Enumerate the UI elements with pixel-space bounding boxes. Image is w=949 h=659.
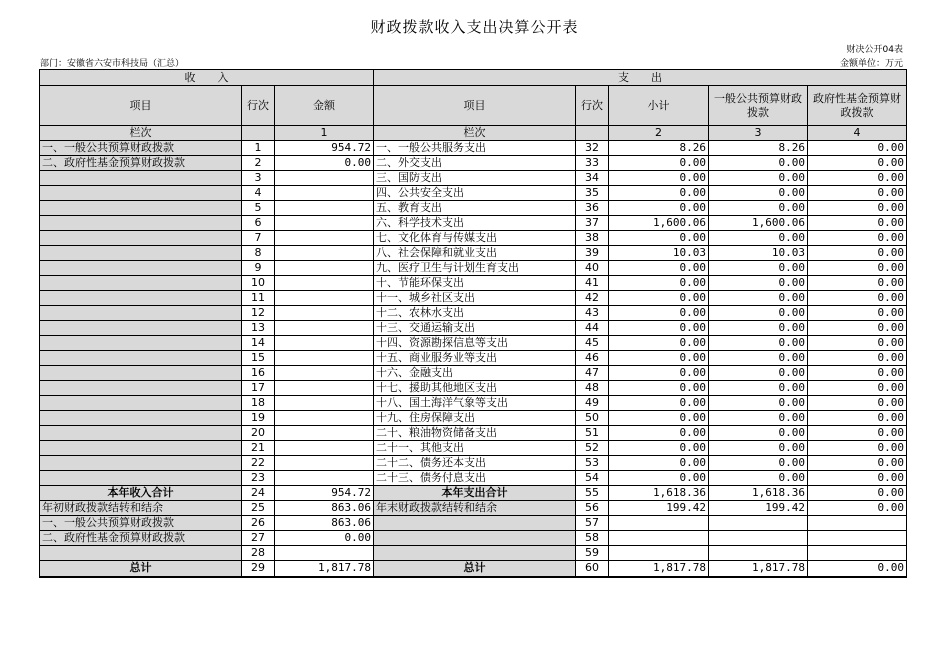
expense-general-budget: 0.00	[709, 291, 808, 306]
table-row	[40, 216, 907, 231]
table-row	[40, 531, 907, 546]
table-row	[40, 231, 907, 246]
income-item	[40, 441, 242, 456]
col-amount: 金额	[275, 86, 374, 126]
expense-subtotal: 0.00	[609, 441, 709, 456]
income-row-no: 26	[242, 516, 275, 531]
expense-gov-fund: 0.00	[808, 141, 907, 156]
income-amount: 954.72	[275, 486, 374, 501]
expense-subtotal: 0.00	[609, 456, 709, 471]
expense-subtotal: 0.00	[609, 156, 709, 171]
income-row-no: 3	[242, 171, 275, 186]
expense-gov-fund: 0.00	[808, 501, 907, 516]
income-item	[40, 351, 242, 366]
income-amount	[275, 291, 374, 306]
income-item	[40, 336, 242, 351]
income-row-no: 10	[242, 276, 275, 291]
income-amount: 1,817.78	[275, 561, 374, 577]
page-title: 财政拨款收入支出决算公开表	[370, 18, 579, 36]
expense-row-no: 54	[576, 471, 609, 486]
total-row	[40, 561, 907, 577]
expense-gov-fund: 0.00	[808, 456, 907, 471]
table-row	[40, 291, 907, 306]
expense-row-no: 38	[576, 231, 609, 246]
table-row	[40, 321, 907, 336]
expense-item: 二十三、债务付息支出	[374, 471, 576, 486]
expense-row-no: 32	[576, 141, 609, 156]
table-row	[40, 276, 907, 291]
expense-general-budget: 0.00	[709, 336, 808, 351]
income-item: 本年收入合计	[40, 486, 242, 501]
expense-row-no: 36	[576, 201, 609, 216]
expense-item: 本年支出合计	[374, 486, 576, 501]
expense-row-no: 35	[576, 186, 609, 201]
col-number-4: 4	[808, 126, 907, 141]
expense-general-budget: 0.00	[709, 306, 808, 321]
income-item	[40, 321, 242, 336]
expense-row-no: 39	[576, 246, 609, 261]
income-amount	[275, 186, 374, 201]
expense-row-no: 55	[576, 486, 609, 501]
col-label-blank	[576, 126, 609, 141]
col-gov-fund: 政府性基金预算财政拨款	[808, 86, 907, 126]
expense-gov-fund: 0.00	[808, 201, 907, 216]
expense-gov-fund: 0.00	[808, 411, 907, 426]
expense-subtotal: 0.00	[609, 276, 709, 291]
expense-subtotal: 0.00	[609, 381, 709, 396]
income-amount	[275, 441, 374, 456]
expense-row-no: 37	[576, 216, 609, 231]
expense-general-budget: 0.00	[709, 351, 808, 366]
income-row-no: 16	[242, 366, 275, 381]
income-amount	[275, 276, 374, 291]
income-item	[40, 186, 242, 201]
expense-general-budget: 8.26	[709, 141, 808, 156]
expense-item: 十九、住房保障支出	[374, 411, 576, 426]
expense-subtotal: 0.00	[609, 336, 709, 351]
income-row-no: 23	[242, 471, 275, 486]
expense-row-no: 53	[576, 456, 609, 471]
col-label-income: 栏次	[40, 126, 242, 141]
expense-item: 三、国防支出	[374, 171, 576, 186]
expense-gov-fund: 0.00	[808, 426, 907, 441]
income-row-no: 24	[242, 486, 275, 501]
income-item	[40, 411, 242, 426]
expense-gov-fund: 0.00	[808, 471, 907, 486]
table-row	[40, 186, 907, 201]
expense-row-no: 40	[576, 261, 609, 276]
expense-gov-fund: 0.00	[808, 216, 907, 231]
expense-gov-fund: 0.00	[808, 321, 907, 336]
income-item	[40, 306, 242, 321]
expense-gov-fund	[808, 516, 907, 531]
expense-subtotal: 8.26	[609, 141, 709, 156]
expense-gov-fund: 0.00	[808, 396, 907, 411]
expense-gov-fund	[808, 531, 907, 546]
expense-subtotal: 0.00	[609, 351, 709, 366]
expense-row-no: 41	[576, 276, 609, 291]
expense-item: 二、外交支出	[374, 156, 576, 171]
expense-item: 五、教育支出	[374, 201, 576, 216]
expense-row-no: 42	[576, 291, 609, 306]
income-item	[40, 396, 242, 411]
income-item	[40, 381, 242, 396]
expense-general-budget: 0.00	[709, 276, 808, 291]
expense-subtotal: 0.00	[609, 171, 709, 186]
expense-item	[374, 546, 576, 561]
income-item	[40, 291, 242, 306]
income-amount	[275, 381, 374, 396]
table-row	[40, 261, 907, 276]
income-row-no: 22	[242, 456, 275, 471]
col-subtotal: 小计	[609, 86, 709, 126]
table-row	[40, 141, 907, 156]
form-code: 财决公开04表	[846, 45, 903, 55]
expense-row-no: 60	[576, 561, 609, 577]
expense-gov-fund: 0.00	[808, 366, 907, 381]
expense-general-budget: 1,817.78	[709, 561, 808, 577]
expense-item: 九、医疗卫生与计划生育支出	[374, 261, 576, 276]
expense-subtotal: 1,817.78	[609, 561, 709, 577]
income-item	[40, 171, 242, 186]
income-amount	[275, 366, 374, 381]
table-row	[40, 441, 907, 456]
col-label-expense: 栏次	[374, 126, 576, 141]
income-amount	[275, 171, 374, 186]
expense-item: 十二、农林水支出	[374, 306, 576, 321]
income-header: 收 入	[40, 70, 374, 86]
expense-gov-fund: 0.00	[808, 351, 907, 366]
expense-general-budget: 0.00	[709, 411, 808, 426]
income-item	[40, 201, 242, 216]
income-item: 年初财政拨款结转和结余	[40, 501, 242, 516]
col-number-3: 3	[709, 126, 808, 141]
table-row	[40, 411, 907, 426]
department-label: 部门：安徽省六安市科技局（汇总）	[40, 59, 185, 69]
expense-subtotal: 199.42	[609, 501, 709, 516]
expense-general-budget: 0.00	[709, 261, 808, 276]
table-row	[40, 306, 907, 321]
expense-general-budget: 0.00	[709, 396, 808, 411]
expense-general-budget: 0.00	[709, 186, 808, 201]
expense-item: 十四、资源勘探信息等支出	[374, 336, 576, 351]
expense-general-budget	[709, 546, 808, 561]
table-row	[40, 246, 907, 261]
col-rowno-expense: 行次	[576, 86, 609, 126]
expense-subtotal: 0.00	[609, 291, 709, 306]
income-amount	[275, 336, 374, 351]
income-item	[40, 276, 242, 291]
expense-item: 年末财政拨款结转和结余	[374, 501, 576, 516]
expense-subtotal	[609, 516, 709, 531]
income-amount	[275, 351, 374, 366]
expense-subtotal: 0.00	[609, 306, 709, 321]
expense-general-budget: 0.00	[709, 426, 808, 441]
income-amount: 954.72	[275, 141, 374, 156]
expense-item: 十三、交通运输支出	[374, 321, 576, 336]
expense-row-no: 47	[576, 366, 609, 381]
expense-general-budget: 1,600.06	[709, 216, 808, 231]
table-row	[40, 471, 907, 486]
expense-general-budget: 0.00	[709, 366, 808, 381]
col-item-expense: 项目	[374, 86, 576, 126]
income-row-no: 7	[242, 231, 275, 246]
table-row	[40, 156, 907, 171]
expense-general-budget: 10.03	[709, 246, 808, 261]
expense-general-budget: 0.00	[709, 441, 808, 456]
income-item: 一、一般公共预算财政拨款	[40, 516, 242, 531]
expense-subtotal: 0.00	[609, 426, 709, 441]
income-item: 二、政府性基金预算财政拨款	[40, 531, 242, 546]
expense-item: 一、一般公共服务支出	[374, 141, 576, 156]
expense-general-budget: 0.00	[709, 201, 808, 216]
table-row	[40, 171, 907, 186]
income-row-no: 21	[242, 441, 275, 456]
income-item	[40, 231, 242, 246]
income-item	[40, 366, 242, 381]
income-row-no: 19	[242, 411, 275, 426]
expense-item: 二十、粮油物资储备支出	[374, 426, 576, 441]
expense-subtotal: 0.00	[609, 201, 709, 216]
table-row	[40, 201, 907, 216]
expense-gov-fund: 0.00	[808, 231, 907, 246]
expense-subtotal: 0.00	[609, 186, 709, 201]
expense-general-budget	[709, 516, 808, 531]
col-number-2: 2	[609, 126, 709, 141]
unit-label: 金额单位：万元	[839, 59, 903, 69]
expense-row-no: 52	[576, 441, 609, 456]
income-row-no: 12	[242, 306, 275, 321]
income-row-no: 11	[242, 291, 275, 306]
expense-item: 四、公共安全支出	[374, 186, 576, 201]
expense-item: 七、文化体育与传媒支出	[374, 231, 576, 246]
income-row-no: 15	[242, 351, 275, 366]
income-row-no: 27	[242, 531, 275, 546]
income-amount	[275, 321, 374, 336]
expense-item	[374, 531, 576, 546]
table-row	[40, 351, 907, 366]
income-row-no: 29	[242, 561, 275, 577]
income-amount: 0.00	[275, 156, 374, 171]
income-row-no: 1	[242, 141, 275, 156]
expense-header: 支 出	[374, 70, 907, 86]
expense-row-no: 58	[576, 531, 609, 546]
income-item: 二、政府性基金预算财政拨款	[40, 156, 242, 171]
income-amount: 863.06	[275, 501, 374, 516]
income-amount	[275, 216, 374, 231]
income-item: 总计	[40, 561, 242, 577]
expense-subtotal: 0.00	[609, 366, 709, 381]
expense-gov-fund: 0.00	[808, 306, 907, 321]
expense-gov-fund: 0.00	[808, 261, 907, 276]
expense-gov-fund: 0.00	[808, 291, 907, 306]
expense-general-budget: 0.00	[709, 471, 808, 486]
expense-general-budget: 0.00	[709, 156, 808, 171]
table-row	[40, 366, 907, 381]
expense-subtotal: 0.00	[609, 411, 709, 426]
income-amount	[275, 456, 374, 471]
income-amount: 863.06	[275, 516, 374, 531]
expense-subtotal	[609, 531, 709, 546]
expense-general-budget: 0.00	[709, 381, 808, 396]
income-row-no: 2	[242, 156, 275, 171]
expense-gov-fund: 0.00	[808, 381, 907, 396]
table-row	[40, 381, 907, 396]
expense-row-no: 50	[576, 411, 609, 426]
budget-table	[39, 69, 907, 578]
expense-gov-fund: 0.00	[808, 156, 907, 171]
expense-item: 十六、金融支出	[374, 366, 576, 381]
income-item	[40, 246, 242, 261]
expense-item: 八、社会保障和就业支出	[374, 246, 576, 261]
income-amount	[275, 546, 374, 561]
expense-item: 十、节能环保支出	[374, 276, 576, 291]
expense-gov-fund: 0.00	[808, 246, 907, 261]
income-row-no: 14	[242, 336, 275, 351]
table-row	[40, 486, 907, 501]
expense-subtotal: 10.03	[609, 246, 709, 261]
income-item: 一、一般公共预算财政拨款	[40, 141, 242, 156]
expense-item: 二十一、其他支出	[374, 441, 576, 456]
expense-row-no: 59	[576, 546, 609, 561]
expense-item: 六、科学技术支出	[374, 216, 576, 231]
income-row-no: 17	[242, 381, 275, 396]
expense-item: 十一、城乡社区支出	[374, 291, 576, 306]
expense-row-no: 57	[576, 516, 609, 531]
income-row-no: 25	[242, 501, 275, 516]
income-amount	[275, 246, 374, 261]
expense-general-budget: 0.00	[709, 171, 808, 186]
expense-row-no: 49	[576, 396, 609, 411]
expense-item: 总计	[374, 561, 576, 577]
income-item	[40, 261, 242, 276]
table-row	[40, 456, 907, 471]
expense-gov-fund	[808, 546, 907, 561]
income-item	[40, 456, 242, 471]
expense-gov-fund: 0.00	[808, 186, 907, 201]
income-item	[40, 471, 242, 486]
expense-subtotal: 0.00	[609, 261, 709, 276]
income-item	[40, 426, 242, 441]
expense-item: 二十二、债务还本支出	[374, 456, 576, 471]
expense-general-budget: 0.00	[709, 456, 808, 471]
income-amount	[275, 426, 374, 441]
table-row	[40, 426, 907, 441]
table-row	[40, 546, 907, 561]
col-general-budget: 一般公共预算财政拨款	[709, 86, 808, 126]
expense-gov-fund: 0.00	[808, 441, 907, 456]
income-row-no: 28	[242, 546, 275, 561]
income-item	[40, 546, 242, 561]
expense-general-budget: 0.00	[709, 321, 808, 336]
expense-gov-fund: 0.00	[808, 336, 907, 351]
income-amount	[275, 201, 374, 216]
income-amount	[275, 471, 374, 486]
income-row-no: 9	[242, 261, 275, 276]
expense-row-no: 44	[576, 321, 609, 336]
expense-row-no: 51	[576, 426, 609, 441]
expense-subtotal: 1,618.36	[609, 486, 709, 501]
expense-general-budget: 199.42	[709, 501, 808, 516]
expense-gov-fund: 0.00	[808, 171, 907, 186]
income-row-no: 20	[242, 426, 275, 441]
col-item-income: 项目	[40, 86, 242, 126]
expense-row-no: 46	[576, 351, 609, 366]
expense-row-no: 45	[576, 336, 609, 351]
col-label-blank	[242, 126, 275, 141]
income-item	[40, 216, 242, 231]
income-row-no: 6	[242, 216, 275, 231]
table-row	[40, 516, 907, 531]
income-amount	[275, 231, 374, 246]
income-amount: 0.00	[275, 531, 374, 546]
expense-row-no: 48	[576, 381, 609, 396]
expense-item: 十七、援助其他地区支出	[374, 381, 576, 396]
expense-gov-fund: 0.00	[808, 561, 907, 577]
expense-row-no: 34	[576, 171, 609, 186]
expense-subtotal: 0.00	[609, 396, 709, 411]
income-row-no: 4	[242, 186, 275, 201]
expense-row-no: 56	[576, 501, 609, 516]
expense-subtotal	[609, 546, 709, 561]
table-row	[40, 396, 907, 411]
col-rowno-income: 行次	[242, 86, 275, 126]
income-amount	[275, 261, 374, 276]
expense-general-budget: 0.00	[709, 231, 808, 246]
table-row	[40, 501, 907, 516]
expense-row-no: 43	[576, 306, 609, 321]
income-row-no: 13	[242, 321, 275, 336]
income-amount	[275, 306, 374, 321]
expense-gov-fund: 0.00	[808, 486, 907, 501]
expense-subtotal: 0.00	[609, 471, 709, 486]
income-row-no: 5	[242, 201, 275, 216]
table-row	[40, 336, 907, 351]
expense-general-budget	[709, 531, 808, 546]
income-amount	[275, 396, 374, 411]
expense-item: 十五、商业服务业等支出	[374, 351, 576, 366]
expense-subtotal: 1,600.06	[609, 216, 709, 231]
income-row-no: 8	[242, 246, 275, 261]
income-row-no: 18	[242, 396, 275, 411]
expense-item: 十八、国土海洋气象等支出	[374, 396, 576, 411]
expense-item	[374, 516, 576, 531]
expense-subtotal: 0.00	[609, 231, 709, 246]
col-number-1: 1	[275, 126, 374, 141]
expense-row-no: 33	[576, 156, 609, 171]
expense-gov-fund: 0.00	[808, 276, 907, 291]
expense-subtotal: 0.00	[609, 321, 709, 336]
income-amount	[275, 411, 374, 426]
expense-general-budget: 1,618.36	[709, 486, 808, 501]
